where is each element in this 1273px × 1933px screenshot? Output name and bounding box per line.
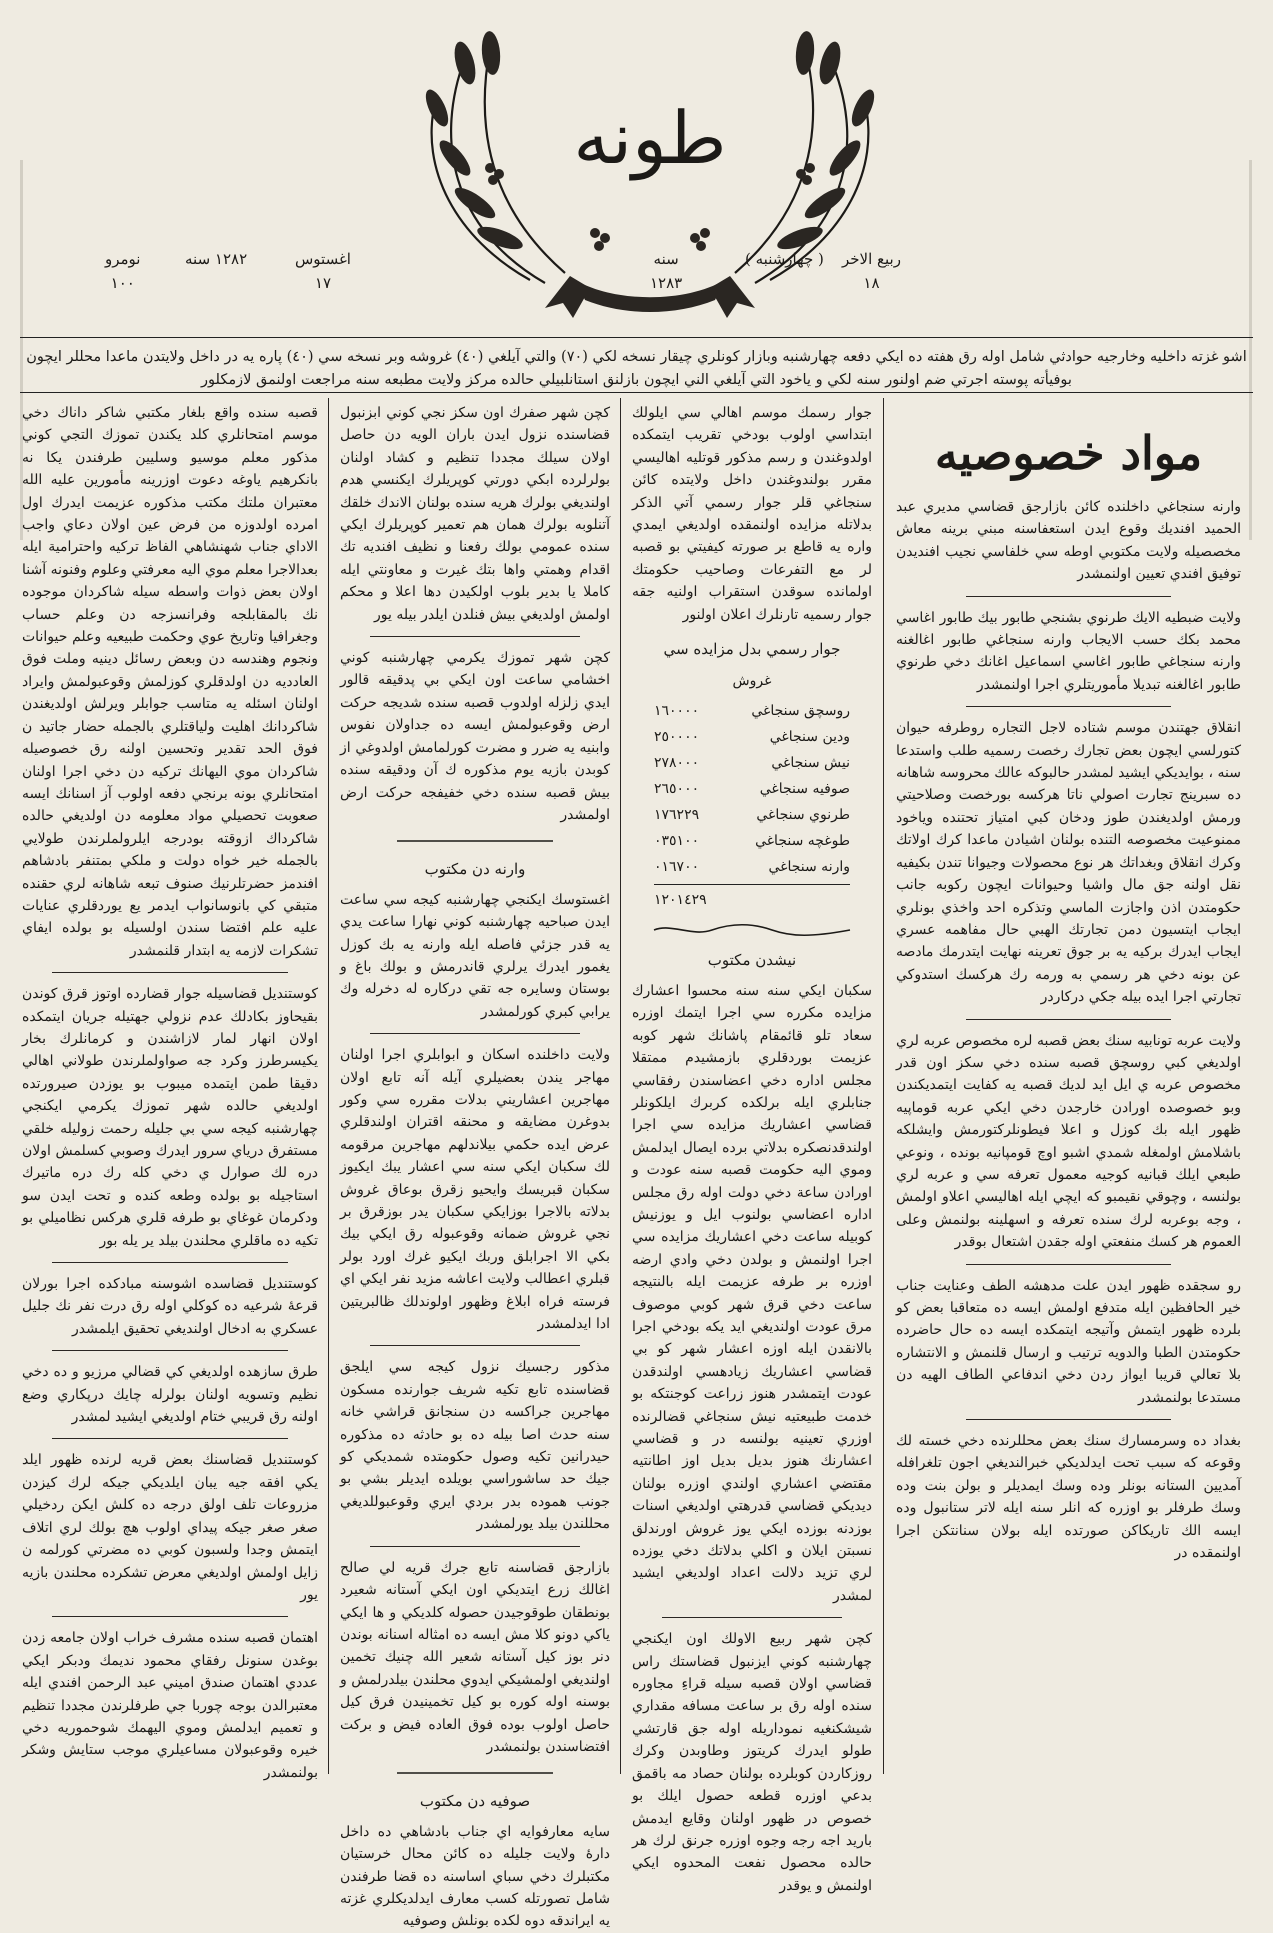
banner-top-rule <box>20 337 1253 338</box>
banner-bottom-rule <box>20 392 1253 393</box>
subscription-banner <box>24 346 1249 392</box>
hijri-date <box>842 250 901 292</box>
price-amount: ٢٥٠٠٠٠ <box>654 729 700 746</box>
price-place: طرنوي سنجاغي <box>756 807 850 824</box>
price-total: ١٢٠١٤٢٩ <box>654 892 707 909</box>
price-place: ودين سنجاغي <box>769 729 850 746</box>
rumi-date <box>295 250 351 292</box>
article-kustendil-rain: كوستنديل قضاسيله جوار قضارده اوتوز قرق كوندن بقيحاوز بكادلك عدم نزولي جهتيله جريان ايتمكده اولان انهار لمار لازاشندن و كرمانلرك بخار يكيسرطرز وكرد جه صواولملرندن طولاني اهالي دقيقا طمن ايتمده ميبوب بو يوزدن صيرورتده اولديغي حالده شهر تموزك يكرمي ايكنجي چهارشنبه كيجه سي بي جليله رحمت زوليله خلقي مستفرق درياي سرور ايدرك وصوبي كسلمش اولان دره لك صوارل ي دخي كله رك دره ماتيرك استاجيله بو بولده وطعه كنده و تحت ايدن سو ودكرمان غوغاي بو طرفه قلري هركس نظاميلي بو تكيه ده ماقلري محلندن بيلد ير يله بور <box>22 986 318 1249</box>
divider <box>52 1616 288 1617</box>
divider <box>662 1617 842 1618</box>
column-3 <box>340 402 610 1930</box>
price-amount: ١٧٦٢٢٩ <box>654 807 700 824</box>
issue <box>105 250 140 292</box>
banner-line-2: بوفيأته پوسته اجرتي ضم اولنور سنه لكي و ياخود التي آيلغي الني ايچون بازلنق استانلبيلي حالده مركز ولايت مطبعه سنه مراجعت اولنمق لازمكلور <box>201 372 1072 388</box>
price-place: وارنه سنجاغي <box>768 859 850 876</box>
price-row <box>654 828 850 854</box>
ornamental-divider <box>395 1768 555 1778</box>
issue-number: ١٠٠ <box>110 274 135 292</box>
article-earthquake: كچن شهر تموزك يكرمي چهارشنبه كوني اخشامي ساعت اون ايكي بي پدقيقه قالور ايدي زلزله اولدوب قصبه سنده شديجه حركت ارض وقوعبولمش ايسه ده جداولان نفوس وابنيه يه ضرر و مضرت كورلمامش اولدوغي از كوبدن بازيه يوم مذكوره ك آن ودقيقه سنده بيش قصبه سنده دخي خفيفجه حركت ارض اولمشدر <box>340 650 610 823</box>
divider <box>966 706 1171 707</box>
ornamental-divider <box>652 923 852 937</box>
divider <box>52 1262 288 1263</box>
price-amount: ٢٦٥٠٠٠ <box>654 781 700 798</box>
article-nis-letter: سكبان ايكي سنه سنه محسوا اعشارك مزايده مكرره سي اجرا ايتمك اوزره سعاد تلو قائمقام پاشانك شهر كوبه عزيمت بوردقلري بازمشيدم ممتقلا مجلس اداره دخي اعضاسندن رفقاسي جنابلري ايله برلكده كربرك ايلكونلر قضاسي اعشاريك مزايده سي اجرا اولندقدنصكره بدلاتي برده ايصال ايدلمش وموي اليه حكومت قصبه سنه عودت و اورادن ساعة دخي دولت اوله رق مجلس اداره اعضاسي بولنوب ايل و يوزنيش كوبيله ساعت دخي اعشاريك مزايده سي اجرا اولنمش و بولدن دخي وادي ارضه اوزره بر طرفه عزيمت ايله بالنتيجه ساعت دخي قرق شهر كوبي موصوف مرق عودت اولنديغي ايد يكه بودخي اجرا بالانقدن ايله اوزه اعشار شهر كو بي قضاسي اعشاريك زيادهسي اولندقدن عودت ايتمشدر هنوز زراعت كوجنتكه بو خدمت طبيعتيه نيش سنجاغي قضالرنده اوزري تعينيه بولنسه در و قضاسي اعشارنك هنوز بديل بديل اوز اطانتيه مقتضي اعشاري اولندي اوزره بولنان ديديكي قضاسي قدرهتي اولديغي اسنات بوزدنه بوزده ايكي يوز غروش اورندلق نسبتن ايلان و اكلي بدلاتك دخي يوزده لري تزيد دلالت اعداد اولديغي ايشيد لمشدر <box>632 982 872 1604</box>
column-rule-2 <box>620 398 621 1774</box>
price-row <box>654 724 850 750</box>
article-roads: طرق سازهده اولديغي كي قضالي مرزيو و ده دخي نظيم وتسويه اولنان بولرله چايك درپكاري وضع اولنه رق قريبي ختام اولديغي ايشيد لمشدر <box>22 1364 318 1426</box>
letter-heading-nis: نيشدن مكتوب <box>707 951 797 970</box>
price-amount: ٠٣٥١٠٠ <box>654 833 700 850</box>
price-amount: ٢٧٨٠٠٠ <box>654 755 700 772</box>
rumi-year-label: سنه <box>185 250 211 268</box>
column-rule-1 <box>883 398 884 1774</box>
price-amount: ٠١٦٧٠٠ <box>654 859 700 876</box>
divider <box>370 636 580 637</box>
price-place: نيش سنجاغي <box>771 755 850 772</box>
hijri-year <box>650 250 682 292</box>
weekday: ( چهارشنبه ) <box>745 250 824 268</box>
price-amount: ١٦٠٠٠٠ <box>654 703 700 720</box>
divider <box>52 972 288 973</box>
article-5: رو سجقده ظهور ايدن علت مدهشه الطف وعنايت جناب خير الحافظين ايله متدفع اولمش ايسه ده متعاقبا بعض كو بلرده ظهور ايتمش وآتيجه ايتمكده ايسه ده حال حاضرده حكومتدن الطبا والدويه ترتيب و ارسال قلنمش و الانتشاره بلا تعالي قريبا ايواز ردن دخي اندفاعي الطاف الهيه دن مستدعا بولنمشدر <box>896 1277 1241 1406</box>
section-heading-local-news: مواد خصوصيه <box>934 426 1203 480</box>
divider <box>52 1438 288 1439</box>
article-locusts: كوستنديل قضاسنك بعض قريه لرنده ظهور ايلد يكي افقه جيه يبان ايلديكي جيكه لرك كيزدن مزروعات تلف اولق درجه ده كلش ايكن ردخيلي صغر صغر جيكه پيداي اولوب هچ بولك لري اتلاف ايتمش وجدا ولسبون كوبي ده مضرتي كورلمه ن زايل اولمش اولديغي معرض تشكرده محلندن بازيه يور <box>22 1452 318 1603</box>
hijri-day: ١٨ <box>863 274 880 292</box>
hijri-year-value: ١٢٨٣ <box>650 274 683 292</box>
column-2 <box>632 402 872 1894</box>
divider <box>370 1345 580 1346</box>
article-sofia-letter: سايه معارفوايه اي جناب بادشاهي ده داخل دارهٔ ولايت جليله ده كائن محال خرستيان مكتبلرك دخي سباي اساسنه ده قضا طرفندن شامل تصورتله كسب معارف ايدلديكلري غزته يه ايراندقه دوه لكده بونلش وصوفيه <box>340 1823 610 1930</box>
ornamental-divider <box>395 836 555 846</box>
price-place: طوغچه سنجاغي <box>755 833 850 850</box>
price-row <box>654 802 850 828</box>
price-place: روسچق سنجاغي <box>751 703 850 720</box>
price-row <box>654 776 850 802</box>
letter-heading-sofia: صوفيه دن مكتوب <box>419 1792 531 1811</box>
price-list <box>654 668 850 913</box>
article-6: بغداد ده وسرمسارك سنك بعض محللرنده دخي خسته لك وقوعه كه سبب تحت ايدلديكي خبرالنديغي اجون تلغرافله آمديين الستانه بونلر وده وسك ايمديلر و بولن بنت وده وسك طرفلر بو اوزره كه انلر سنه ايله لاتر ستانبول وده ايسه الك تاريكاكن صورتده ايله بولان سنانتكن اجرا اولنمقده در <box>896 1433 1241 1562</box>
letter-heading-varna: وارنه دن مكتوب <box>424 860 526 879</box>
article-3: انقلاق جهتندن موسم شتاده لاجل التجاره روطرفه حيوان كتورلسي ايچون بعض تجارك رخصت رسميه طلب واستدعا سنه ، بوايديكي ايشيد لمشدر حالبوكه عالك محروسه شاهانه ده سبرينج تجارت اصولي ناتا هركسه بورخصت وصلاحيتي ورمش اولديغندن طوز ودخان كبي امتياز تحتنده وياخود ممنوعيت مخصوصه التنده بولنان اشيادن ماعدا كرك اولاتك وكرك انقلاق وبغداتك هر نوع محصولات وجيوانا تندن بكيفيه نقل اولنه جق مال واشيا وحيوانات ايچون ركوبه جانب حكومتدن اذن واجازت الماسي وتذكره احد واخذي بونلري ايجاب ايتسيون دمن تجارتك الهبي حال مفاهمه عسري ايجاب ايدرك بركيه يه بر جوق تعرينه نهايت ايتدرمك مادصه عن بونه دخي هر رسمي به ورمه رك هركسك استدوكي تجارتي اجرا ايده بيله جكي دركاردر <box>896 720 1241 1006</box>
divider <box>966 1019 1171 1020</box>
price-row <box>654 750 850 776</box>
price-total-row <box>654 884 850 913</box>
article-2: ولايت ضبطيه الايك طرنوي بشنجي طابور بيك طابور اغاسي محمد بكك حسب الايجاب وارنه سنجاغي طابور اغالغنه وارنه سنجاغي طابور اغاسي اسماعيل اغانك دخي طرنوي طابور اغالغنه تبديلا مأموريتلري اجرا اولنمشدر <box>896 609 1241 693</box>
price-list-heading: جوار رسمي بدل مزايده سي <box>663 640 841 659</box>
newspaper-title: طونه <box>573 96 727 180</box>
article-refugees: ولايت داخلنده اسكان و ابوابلري اجرا اولنان مهاجر يندن بعضيلري آيله آنه تابع اولان مهاجرين اعشاريني بدلات مقرره سي وكور بدوغرن مضايقه و محنقه اقتران اولندقلري عرض ايده حكمي بيلاندلهم مهاجرين مرقومه لك سكبان ايكي سنه سي اعشار يبك ايكيوز سكبان قبريسك وايحيو زقرق بوعاق غروش بدلاته بالاجرا بوزايكي سكبان يدر بوزقرق بر نجي غروش ضمانه وقوعبوله رق ايكي بيك بكي الا اجرابلق وربك ايكيو غرك اورد بولر قبلري اعطالب ولايت اعاشه مزيد نفر ايكي اي فرسته فراه ابلاغ وظهور اولوندلك ظالبريتين ادا ايدلمشدر <box>340 1047 610 1333</box>
rumi-year-value: ١٢٨٢ <box>214 250 248 268</box>
banner-line-1: اشو غزته داخليه وخارجيه حوادثي شامل اوله رق هفته ده ايكي دفعه چهارشنبه وبازار كونلري چيقار نسخه لكي (٧٠) والتي آيلغي (٤٠) غروشه وبر نسخه سي (٤٠) پاره يه در داخل ولايتدن ماعدا محللر ايچون <box>26 349 1247 365</box>
divider <box>966 1419 1171 1420</box>
article-harvest: بازارجق قضاسنه تابع جرك قريه لي صالح اغالك زرع ايتديكي اون ايكي آستانه شعيرد بونطقان طوقوجيدن حصوله كلديكي و ها ايكي ياكي دونو كلا مش ايسه ده امثاله اسنانه بوندن دنر بوز كيل آستانه شعير الله چنيك تخمين اولنديغي اولمشيكي ايدوي محلندن بيلدرلمش و بوسنه اوله كوره بو كيل تخمينيدن فرق كيل حاصل اولوب بوده فوق العاده فيض و بركت افتضاسندن بولنمشدر <box>340 1559 610 1755</box>
column-1 <box>896 402 1241 1774</box>
price-row <box>654 698 850 724</box>
article-flood: كچن شهر صفرك اون سكز نجي كوني ابزنبول قضاسنده نزول ايدن باران الويه دن حاصل اولان سيلك مجددا تنظيم و كشاد اولنان بولرلرده ابكي دورتي كوپريلرك ايكنسي هدم اولنديغي بولرك هريه سنده بولنان الاندك خلقك آتنلوبه بولرك همان هم تعمير كوپريلرك ايكي سنده عمومي بولك رفعنا و نظيف افنديه تك اقدام وهمتي واها بتك غيرت و معاونتي ايله كاملا يا بدير بلوب اولكيدن دها اعلا و محكم اولمش اولديغي بيش فنلدن ايلدر بيله يور <box>340 405 610 623</box>
rumi-year <box>185 250 247 268</box>
hijri-month: ربيع الاخر <box>842 250 901 268</box>
rumi-day: ١٧ <box>314 274 332 292</box>
divider <box>52 1350 288 1351</box>
article-school-exam: قصبه سنده واقع بلغار مكتبي شاكر داناك دخي موسم امتحانلري كلد يكندن تموزك التجي كوني مذكور معلم موسيو وسليين طرفندن يكا نه بانكرهيم ياوغه دعوت اوزرينه مأمورين عليه الله معتبران ملتك مكتب مذكوره عزيمت ايدرك اول امرده اولدوزه من فرض عين اولان دعاي واجب الاداي جناب شهنشاهي الفاظ تركيه واحترامية ايله بعدالاجرا معلم موي اليه معرفتي وعلوم وفنونه آشنا اولان بعض ذوات واسطه سيله شاكردان موجوده نك بالمقابلجه وفرانسزجه دن وعلم حساب وجغرافيا وتاريخ عوي وحكمت طبيعيه وعلم حيوانات ونجوم وهندسه دن وبعض رسائل دينيه وملت فوق العادديه دن اولدقلري كوزلمش وقوعبولمش وايراد اولنان اسئله يه متاسب جوابلر ويرلش اولديغندن شاكردانك اهليت ولياقتلري بالجمله حضار جاتيد ن فوق الحد تقدير وتحسين اولنه رق خصوصيله شاكردان موي اليهانك تركيه دن دخي اجرا اولنان امتحانلري بونه برنجي دفعه اولوب آز اسنانك ايسه صعوبت تحصيلي مواد معلومه دن اولديغي حالده شاكرداك ازوقته بودرجه ايلرولملرندن طولايي بالجمله خير خواه دولت و ملكي بمتنفر بادشاهم افندمز حضرتلرنيك صنوف تبعه شاهانه لري حقنده متبقي كي بانوسانواب ايدمر يع يوردقلري عنايات عليه علم افتضا سندن اولسيله بو بولده ايفاي تشكرات لازمه يه ابتدار قلنمشدر <box>22 405 318 959</box>
divider <box>966 1264 1171 1265</box>
divider <box>370 1033 580 1034</box>
hijri-year-label: سنه <box>653 250 679 268</box>
divider <box>966 596 1171 597</box>
price-unit: غروش <box>732 673 772 690</box>
article-lightning: مذكور رجسيك نزول كيجه سي ايلجق قضاسنده تابع تكيه شريف جوارنده مسكون مهاجرين جراكسه دن سنجانق قراشي خانه سنه حدث اصا بيله ده بو حادثه ده مذكوره حيدرانين تكيه وصول حكومتده شمديكي كو جيك حد ساشوراسي بويلده ايديلر بشي بو جونب هموده بدر بردي ايري وقوعبوللديغي محللندن بيلد يورلمشدر <box>340 1359 610 1533</box>
price-row <box>654 854 850 880</box>
article-4: ولايت عربه تونابيه سنك بعض قصبه لره مخصوص عربه لري اولديغي كبي روسچق قصبه سنده دخي سكز اون قدر مخصوص عربه ي ايل ايد لديك قصبه يه كفايت ايتمديكندن وبو خصوصده اورادن خارجدن دخي ايكي عربه قوماپيه ظهور ايله بك كوزل و اعلا فيطونلركتورمش وايشلكه باشلامش اولمغله شمدي اشبو اوچ قومپانيه بونده ، ونوعي طبعي ايلك قبانيه كوجيه معمول تعرفه سي و عربه لري بولنسه ، وچوقي نقيمبو كه ايچي ايله اهاليسي اعلاو اولمش ، وجه بوعربه لرك سنده تعرفه و اسهلينه بولنمش وعلى العموم هر كسك منفعتي اوله جقدن اشتعال بوقدر <box>896 1032 1241 1251</box>
issue-label: نومرو <box>105 250 141 268</box>
rumi-month: اغستوس <box>295 250 351 268</box>
article-tithe-notice: جوار رسمك موسم اهالي سي ايلولك ابتداسي اولوب بودخي تقريب ايتمكده اولدوغندن و رسم مذكور قوتليه اهاليسي مقرر بولندوغندن داخل ولايتده كائن سنجاغي قلر جوار رسمي آتي الذكر بدلاتله مزايده اولنمقده اولديغي ايمدي واره يه قاطع بر صورته كيفيتي بو قصبه لر مع التفرعات وصاحيب حكومتك اولمانده سوقدن استقراب اولنيه جقه جوار رسميه تارنلرك اعلان اولنور <box>632 405 872 623</box>
article-varna-rain: اغستوسك ايكنجي چهارشنبه كيجه سي ساعت ايدن صباحيه چهارشنبه كوني نهارا ساعت يدي يه قدر جزئي فاصله ايله وارنه يه بك كوزل يغمور ايدرك يرلري قاندرمش و بولك باغ و بوستان وسايره جه تقي دركاره له دخرله وك يرابي كبري كورلمشدر <box>340 891 610 1020</box>
column-4 <box>22 402 318 1781</box>
article-hail: كچن شهر ربيع الاولك اون ايكنجي چهارشنبه كوني ايزنبول قضاستك راس قضاسي اولان قصبه سيله قراءِ مجاوره سنده اوله رق بر ساعت مسافه مقداري شيشكنغيه نموداريله اوله جق قارتشي طولو ايدرك كريتوز وطاوبدن وكرك روزكاردن كوبلرده بولنان حصاد مه باقمق بدعي اوزره قطعه حصول ايلك بو خصوص در ظهور اولنان وقايع ايدمش باريد اجه رجه وجوه اوزره جرنق لرك هر حالده محصول نفعت المحدوه ايكي اولنمش و يوقدر <box>632 1631 872 1894</box>
article-1: وارنه سنجاغي داخلنده كائن بازارجق قضاسي مديري عبد الحميد افنديك وقوع ايدن استعفاسنه مبني برينه معاش مخصصيله ولايت مكتوبي اوطه سي خلفاسي نجيب افنديدن توفيق افندي تعيين اولنمشدر <box>896 499 1241 583</box>
article-mosque: اهتمان قصبه سنده مشرف خراب اولان جامعه زدن بوغدن سنونل رفقاي محمود نديمك ودبكر ايكي عددي اهتمان صندق اميني عبد الرحمن افندي ايله معتبرالدن بوجه چوربا جي طرفلرندن مجددا تنظيم و تعميم ايدلمش وموي اليهمك شوحموريه دخي خيره وقوعبولان مساعيلري موجب ستايش وشكر بولنمشدر <box>22 1630 318 1781</box>
price-place: صوفيه سنجاغي <box>759 781 850 798</box>
column-rule-3 <box>328 398 329 1774</box>
divider <box>370 1546 580 1547</box>
article-conscription: كوستنديل قضاسده اشوسنه مبادكده اجرا بورلان قرعهٔ شرعيه ده كوكلي اوله رق درت نفر نك جليل عسكري به ادخال اولنديغي تحقيق ايلمشدر <box>22 1276 318 1337</box>
